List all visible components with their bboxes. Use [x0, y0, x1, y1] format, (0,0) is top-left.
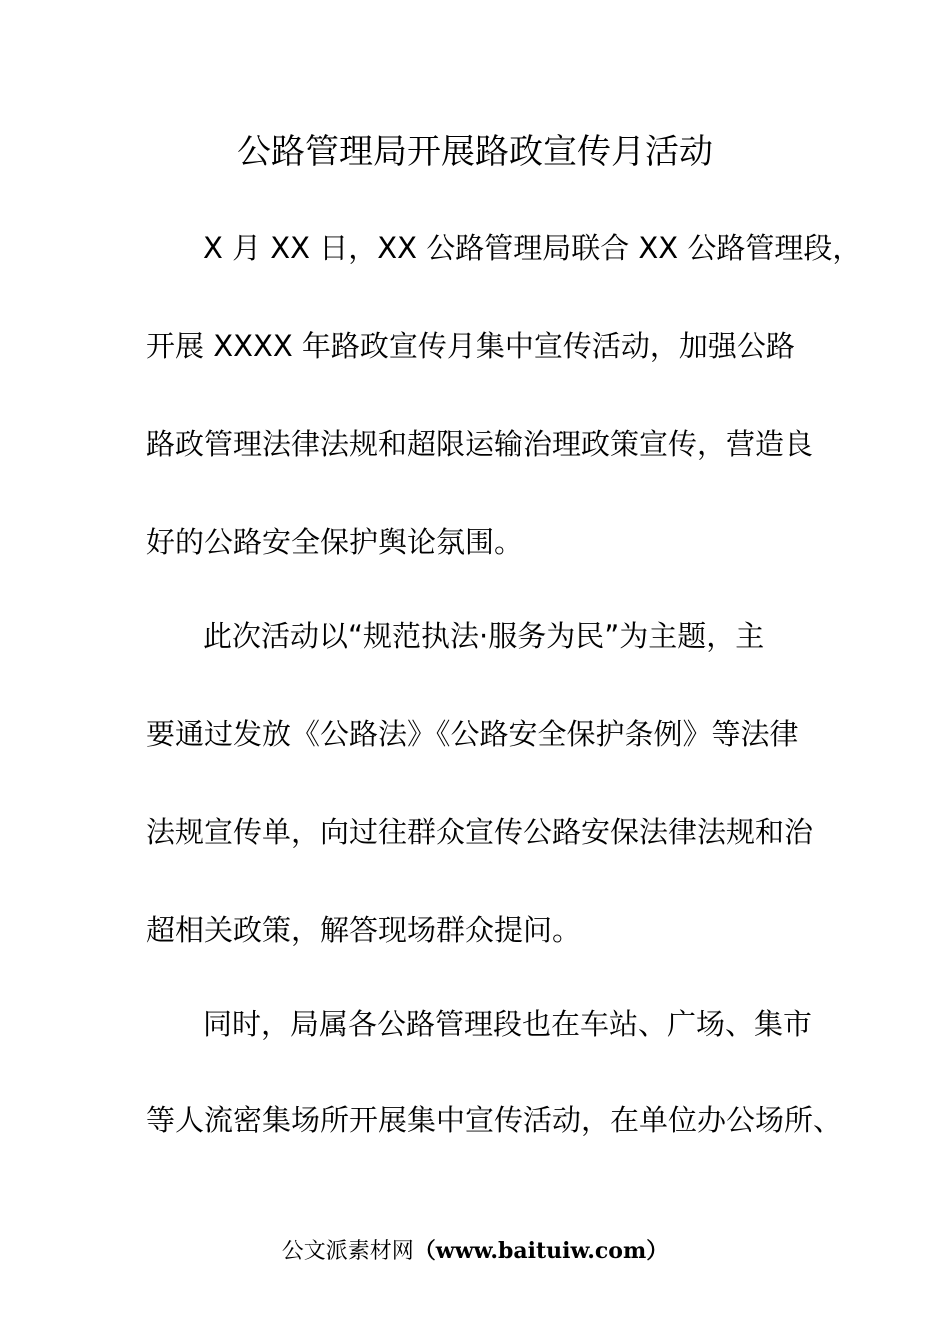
paragraph-1-line-1: X 月 XX 日，XX 公路管理局联合 XX 公路管理段， — [203, 231, 862, 265]
paragraph-2-line-1: 此次活动以“规范执法·服务为民”为主题，主 — [203, 619, 765, 653]
paragraph-3-line-1: 同时，局属各公路管理段也在车站、广场、集市 — [203, 1007, 813, 1041]
paragraph-1-line-3: 路政管理法律法规和超限运输治理政策宣传，营造良 — [146, 427, 814, 461]
paragraph-2-line-3: 法规宣传单，向过往群众宣传公路安保法律法规和治 — [146, 815, 814, 849]
paragraph-2-line-2: 要通过发放《公路法》《公路安全保护条例》等法律 — [146, 717, 799, 751]
document-title: 公路管理局开展路政宣传月活动 — [237, 132, 713, 172]
paragraph-3-line-2: 等人流密集场所开展集中宣传活动，在单位办公场所、 — [146, 1103, 843, 1137]
paragraph-2-line-4: 超相关政策，解答现场群众提问。 — [146, 913, 582, 947]
footer-source — [0, 1235, 950, 1268]
paragraph-1-line-4: 好的公路安全保护舆论氛围。 — [146, 525, 524, 559]
paragraph-1-line-2: 开展 XXXX 年路政宣传月集中宣传活动，加强公路 — [146, 329, 795, 363]
footer-url[interactable]: （www.baituiw.com） — [413, 1238, 669, 1264]
footer-label: 公文派素材网 — [281, 1239, 414, 1264]
